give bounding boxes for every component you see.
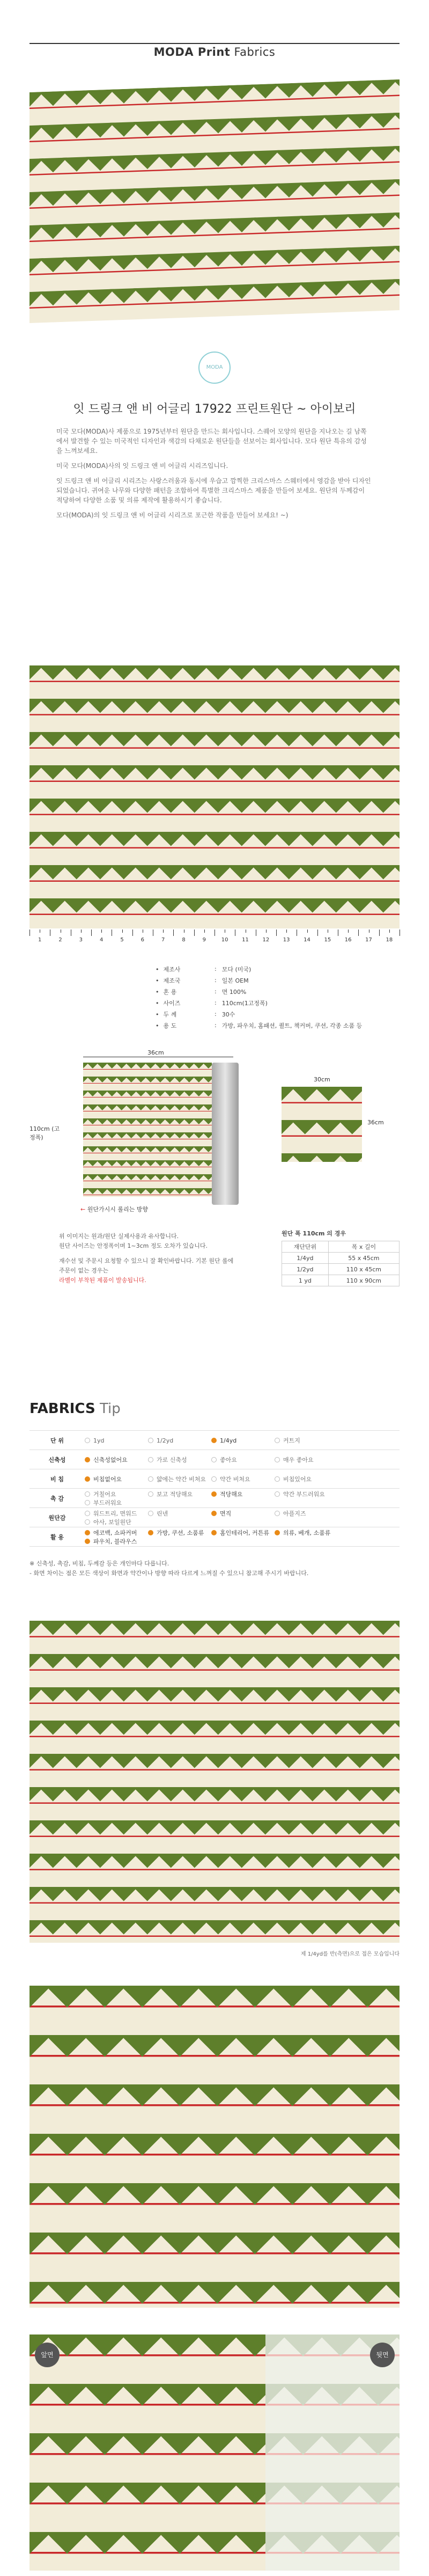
dot-icon xyxy=(211,1476,217,1482)
tip-option xyxy=(85,1528,148,1537)
ruler-number: 3 xyxy=(79,937,83,943)
fabric-flat-image xyxy=(29,665,400,928)
tip-option xyxy=(275,1490,338,1498)
tip-option-label: 거칠어요 xyxy=(93,1490,116,1498)
size-cell: 1/4yd xyxy=(282,1253,329,1264)
brand-logo xyxy=(198,352,231,384)
note-line: 라벨이 부착된 제품이 발송됩니다. xyxy=(59,1277,146,1284)
ruler-number: 16 xyxy=(344,937,352,943)
tip-option-label: 에코백, 쇼파커버 xyxy=(93,1529,137,1536)
tip-option xyxy=(211,1475,275,1483)
back-badge xyxy=(370,2343,395,2367)
note-line: 위 이미지는 원과/원단 실제사용과 유사합니다. xyxy=(59,1233,179,1240)
size-head: 폭 x 길이 xyxy=(328,1241,399,1253)
header-rule xyxy=(29,43,400,44)
tip-row xyxy=(29,1450,400,1469)
selected-dot-icon xyxy=(148,1530,153,1535)
ruler-number: 17 xyxy=(365,937,372,943)
spec-key: • 제조사 xyxy=(156,965,214,974)
small-height-label: 36cm xyxy=(367,1119,384,1126)
dot-icon xyxy=(148,1491,153,1497)
ruler-tick xyxy=(173,930,174,936)
tip-option-label: 1/2yd xyxy=(157,1437,174,1444)
tip-row xyxy=(29,1527,400,1547)
tip-option-label: 가로 신축성 xyxy=(157,1456,187,1463)
ruler-tick xyxy=(266,930,267,933)
ruler-number: 14 xyxy=(304,937,310,943)
tip-option-label: 홈인테리어, 커튼류 xyxy=(220,1529,270,1536)
selected-dot-icon xyxy=(85,1530,90,1535)
ruler-number: 9 xyxy=(202,937,206,943)
spec-row xyxy=(156,963,362,975)
dot-icon xyxy=(85,1491,90,1497)
tip-option xyxy=(148,1528,211,1537)
tip-option xyxy=(85,1537,148,1546)
tip-option-label: 파우치, 블라우스 xyxy=(93,1538,137,1545)
note-line: 주문이 없는 경우는 xyxy=(59,1267,109,1274)
dot-icon xyxy=(148,1476,153,1482)
spec-sep: : xyxy=(214,977,217,984)
spec-value: 가방, 파우치, 홈패션, 퀼트, 책커버, 쿠션, 각종 소품 등 xyxy=(221,1022,363,1029)
tip-option xyxy=(148,1509,211,1518)
tip-option-label: 매우 좋아요 xyxy=(283,1456,314,1463)
back-badge-text: 뒷면 xyxy=(376,2351,389,2359)
hero-fabric-image xyxy=(29,79,400,323)
tip-option-label: 보고 적당해요 xyxy=(157,1490,193,1498)
tip-row xyxy=(29,1489,400,1508)
spec-value: 면 100% xyxy=(221,988,247,996)
spec-value: 110cm(1고정폭) xyxy=(221,999,268,1007)
tip-row-header: 신축성 xyxy=(29,1450,80,1469)
spec-row xyxy=(156,975,362,986)
tip-row xyxy=(29,1508,400,1527)
dot-icon xyxy=(85,1500,90,1505)
front-badge-text: 앞면 xyxy=(41,2351,54,2359)
tip-note: ※ 신축성, 촉감, 비침, 두께감 등은 개인마다 다릅니다. xyxy=(29,1560,169,1567)
ruler-tick xyxy=(122,930,123,933)
tip-option-label: 면직 xyxy=(220,1510,232,1517)
tip-option-label: 적당해요 xyxy=(220,1490,243,1498)
tip-option-label: 린넨 xyxy=(157,1510,168,1517)
header xyxy=(0,0,429,63)
tip-option-label: 가방, 쿠션, 소품류 xyxy=(157,1529,204,1536)
spec-sep: : xyxy=(214,965,217,972)
header-brand: MODA Print xyxy=(153,46,231,58)
ruler-number: 6 xyxy=(140,937,145,943)
ruler-number: 12 xyxy=(262,937,270,943)
front-side-photo xyxy=(29,2334,265,2571)
ruler-tick xyxy=(276,930,277,936)
fabrics-tip-title xyxy=(29,1401,121,1417)
ruler-tick xyxy=(348,930,349,933)
tip-option-label: 약간 비쳐요 xyxy=(220,1475,250,1483)
selected-dot-icon xyxy=(85,1539,90,1544)
desc-paragraph: 미국 모다(MODA)사의 잇 드링크 앤 비 어글리 시리즈입니다. xyxy=(56,462,228,470)
diagram-note xyxy=(59,1232,273,1285)
cut-sample-image xyxy=(282,1087,362,1162)
brand-logo-text: MODA xyxy=(206,364,223,370)
width-label: 36cm xyxy=(147,1049,164,1056)
header-suffix: Fabrics xyxy=(234,46,276,58)
size-table-title: 원단 폭 110cm 의 경우 xyxy=(282,1230,346,1237)
selected-dot-icon xyxy=(211,1491,217,1497)
dot-icon xyxy=(85,1519,90,1525)
spec-key: • 사이즈 xyxy=(156,999,214,1007)
tip-row-header: 촉 감 xyxy=(29,1489,80,1508)
tip-options xyxy=(80,1450,400,1469)
tip-option-label: 얇에는 약간 비쳐요 xyxy=(157,1475,206,1483)
note-line: 원단 사이즈는 안정폭이며 1~3cm 정도 오차가 있습니다. xyxy=(59,1242,208,1249)
tip-option-label: 비침없어요 xyxy=(93,1475,122,1483)
ruler-number: 10 xyxy=(221,937,228,943)
tip-option xyxy=(211,1509,275,1518)
ruler-number: 8 xyxy=(182,937,186,943)
note-line: 재수선 및 주문시 요청할 수 있으니 잘 확인바랍니다. 기본 원단 롤에 xyxy=(59,1257,234,1264)
size-table xyxy=(282,1229,400,1286)
spec-key: • 두 께 xyxy=(156,1010,214,1019)
tip-option xyxy=(85,1490,148,1498)
tip-option-label: 의류, 베개, 소품류 xyxy=(283,1529,331,1536)
size-cell: 110 x 45cm xyxy=(328,1264,399,1275)
header-title xyxy=(0,46,429,58)
tip-option-label: 워드트리, 면워드 xyxy=(93,1510,137,1517)
ruler-number: 4 xyxy=(99,937,103,943)
tip-option xyxy=(211,1437,275,1444)
dot-icon xyxy=(148,1457,153,1462)
spec-value: 30수 xyxy=(221,1011,235,1018)
desc-paragraph: 미국 모다(MODA)사 제품으로 1975년부터 원단을 만드는 회사입니다. 스퀘어 모양의 원단을 지나오는 길 남쪽에서 발견할 수 있는 미국적인 디자인과 색감의 다채로운 원단들을 선보이는 회사입니다. 모다 원단 특유의 감성을 느껴보세요. xyxy=(56,428,367,455)
ruler-number: 15 xyxy=(324,937,331,943)
tip-option xyxy=(85,1455,148,1464)
spec-sep: : xyxy=(214,1011,217,1018)
desc-paragraph: 모다(MODA)의 잇 드링크 앤 비 어글리 시리즈로 포근한 작품을 만들어 보세요! ~) xyxy=(56,511,289,519)
tip-option-label: 비침있어요 xyxy=(283,1475,312,1483)
size-cell: 1/2yd xyxy=(282,1264,329,1275)
spec-list xyxy=(156,963,362,1031)
selected-dot-icon xyxy=(211,1438,217,1443)
tip-option xyxy=(275,1528,338,1537)
tip-option xyxy=(148,1455,211,1464)
spec-key: • 용 도 xyxy=(156,1021,214,1030)
tip-option xyxy=(148,1437,211,1444)
ruler-tick xyxy=(194,930,195,936)
tip-option xyxy=(148,1490,211,1498)
tip-option xyxy=(85,1509,148,1518)
tip-options xyxy=(80,1508,400,1527)
ruler-tick xyxy=(132,930,133,936)
ruler-tick xyxy=(81,930,82,933)
tip-row-header: 활 용 xyxy=(29,1527,80,1547)
tip-option-label: 1yd xyxy=(93,1437,105,1444)
tip-row-header: 단 위 xyxy=(29,1431,80,1450)
ruler-tick xyxy=(91,930,92,936)
tip-option-label: 아사, 보일원단 xyxy=(93,1518,131,1526)
ruler-number: 11 xyxy=(242,937,249,943)
ruler xyxy=(29,930,400,946)
spec-sep: : xyxy=(214,1022,217,1029)
tip-options xyxy=(80,1431,400,1450)
back-side-photo xyxy=(265,2334,400,2571)
tip-option xyxy=(211,1455,275,1464)
dot-icon xyxy=(275,1457,280,1462)
tip-option-label: 1/4yd xyxy=(220,1437,237,1444)
tip-options xyxy=(80,1527,400,1547)
spec-sep: : xyxy=(214,999,217,1006)
tip-option xyxy=(211,1528,275,1537)
selected-dot-icon xyxy=(211,1511,217,1516)
tip-option-label: 커트지 xyxy=(283,1437,300,1444)
direction-text: 원단가시시 롤리는 방향 xyxy=(87,1206,148,1213)
fabric-closeup-photo xyxy=(29,1986,400,2308)
height-label: 110cm (고정폭) xyxy=(29,1125,60,1141)
ruler-tick xyxy=(29,930,30,936)
size-diagram xyxy=(29,1049,400,1232)
tip-row xyxy=(29,1469,400,1489)
ruler-tick xyxy=(163,930,164,933)
spec-value: 모다 (미국) xyxy=(221,965,252,973)
spec-key: • 제조국 xyxy=(156,976,214,985)
tip-option xyxy=(148,1475,211,1483)
ruler-tick xyxy=(204,930,205,933)
tip-options xyxy=(80,1469,400,1489)
roll-tube xyxy=(212,1063,239,1205)
ruler-number: 1 xyxy=(38,937,42,943)
ruler-tick xyxy=(379,930,380,936)
small-width-label: 30cm xyxy=(314,1076,330,1083)
desc-paragraph: 잇 드링크 앤 비 어글리 시리즈는 사랑스러움과 동시에 우습고 깜찍한 크리스마스 스웨터에서 영감을 받아 디자인되었습니다. 귀여운 나무와 다양한 패턴을 조합하여 특별한 크리스마스 제품을 만들어 보세요. 원단의 두께감이 적당하여 다양한 소품 및 의류 제작에 활용하시기 좋습니다. xyxy=(56,477,371,504)
ruler-tick xyxy=(317,930,318,936)
selected-dot-icon xyxy=(275,1530,280,1535)
dot-icon xyxy=(85,1438,90,1443)
fabric-roll-image xyxy=(83,1063,212,1197)
tip-option xyxy=(275,1436,338,1445)
ruler-tick xyxy=(307,930,308,933)
fabric-detail-photo xyxy=(29,1621,400,1943)
front-badge xyxy=(35,2343,60,2367)
tip-option xyxy=(85,1518,148,1526)
tip-title-bold: FABRICS xyxy=(29,1401,95,1417)
tip-option-label: 부드러워요 xyxy=(93,1499,122,1506)
tip-option xyxy=(85,1498,148,1507)
ruler-tick xyxy=(101,930,102,933)
tip-note: - 화면 차이는 점은 모든 색상이 화면과 약간이나 방향 따라 다르게 느껴질 수 있으니 참고해 주시기 바랍니다. xyxy=(29,1570,309,1577)
selected-dot-icon xyxy=(85,1457,90,1462)
fabrics-tip-table xyxy=(29,1430,400,1547)
spec-key: • 혼 용 xyxy=(156,987,214,996)
size-cell: 110 x 90cm xyxy=(328,1275,399,1286)
tip-option xyxy=(275,1509,338,1518)
tip-option xyxy=(275,1475,338,1483)
tip-option xyxy=(275,1455,338,1464)
tip-option-label: 아플지즈 xyxy=(283,1510,306,1517)
spec-row xyxy=(156,997,362,1008)
dot-icon xyxy=(275,1438,280,1443)
tip-options xyxy=(80,1489,400,1508)
ruler-tick xyxy=(358,930,359,936)
ruler-tick xyxy=(286,930,287,933)
ruler-number: 7 xyxy=(161,937,165,943)
dot-icon xyxy=(85,1511,90,1516)
product-title: 잇 드링크 앤 비 어글리 17922 프린트원단 ~ 아이보리 xyxy=(73,402,356,416)
tip-option-label: 신축성없어요 xyxy=(93,1456,128,1463)
tip-option-label: 좋아요 xyxy=(220,1456,237,1463)
dot-icon xyxy=(148,1511,153,1516)
dot-icon xyxy=(275,1511,280,1516)
tip-option xyxy=(85,1437,148,1444)
size-cell: 1 yd xyxy=(282,1275,329,1286)
dot-icon xyxy=(275,1476,280,1482)
ruler-number: 13 xyxy=(283,937,290,943)
tip-title-light: Tip xyxy=(99,1401,121,1417)
tip-notes xyxy=(29,1559,400,1578)
tip-row-header: 원단감 xyxy=(29,1508,80,1527)
spec-sep: : xyxy=(214,988,217,995)
photo-caption: 제 1/4yd를 반(측면)으로 접은 모습입니다 xyxy=(300,1951,400,1957)
ruler-number: 18 xyxy=(386,937,393,943)
spec-row xyxy=(156,986,362,997)
spec-row xyxy=(156,1008,362,1020)
ruler-tick xyxy=(389,930,390,933)
size-head: 재단단위 xyxy=(282,1241,329,1253)
selected-dot-icon xyxy=(211,1530,217,1535)
tip-option-label: 약간 부드러워요 xyxy=(283,1490,325,1498)
dot-icon xyxy=(275,1491,280,1497)
dot-icon xyxy=(211,1457,217,1462)
size-cell: 55 x 45cm xyxy=(328,1253,399,1264)
dot-icon xyxy=(148,1438,153,1443)
selected-dot-icon xyxy=(85,1476,90,1482)
spec-row xyxy=(156,1020,362,1031)
tip-row-header: 비 침 xyxy=(29,1469,80,1489)
tip-option xyxy=(211,1490,275,1498)
spec-value: 일본 OEM xyxy=(221,977,249,984)
ruler-number: 5 xyxy=(120,937,124,943)
direction-label: ← 원단가시시 롤리는 방향 xyxy=(80,1206,148,1213)
ruler-tick xyxy=(214,930,215,936)
tip-row xyxy=(29,1431,400,1450)
product-description xyxy=(56,427,373,525)
ruler-number: 2 xyxy=(58,937,62,943)
tip-option xyxy=(85,1475,148,1483)
